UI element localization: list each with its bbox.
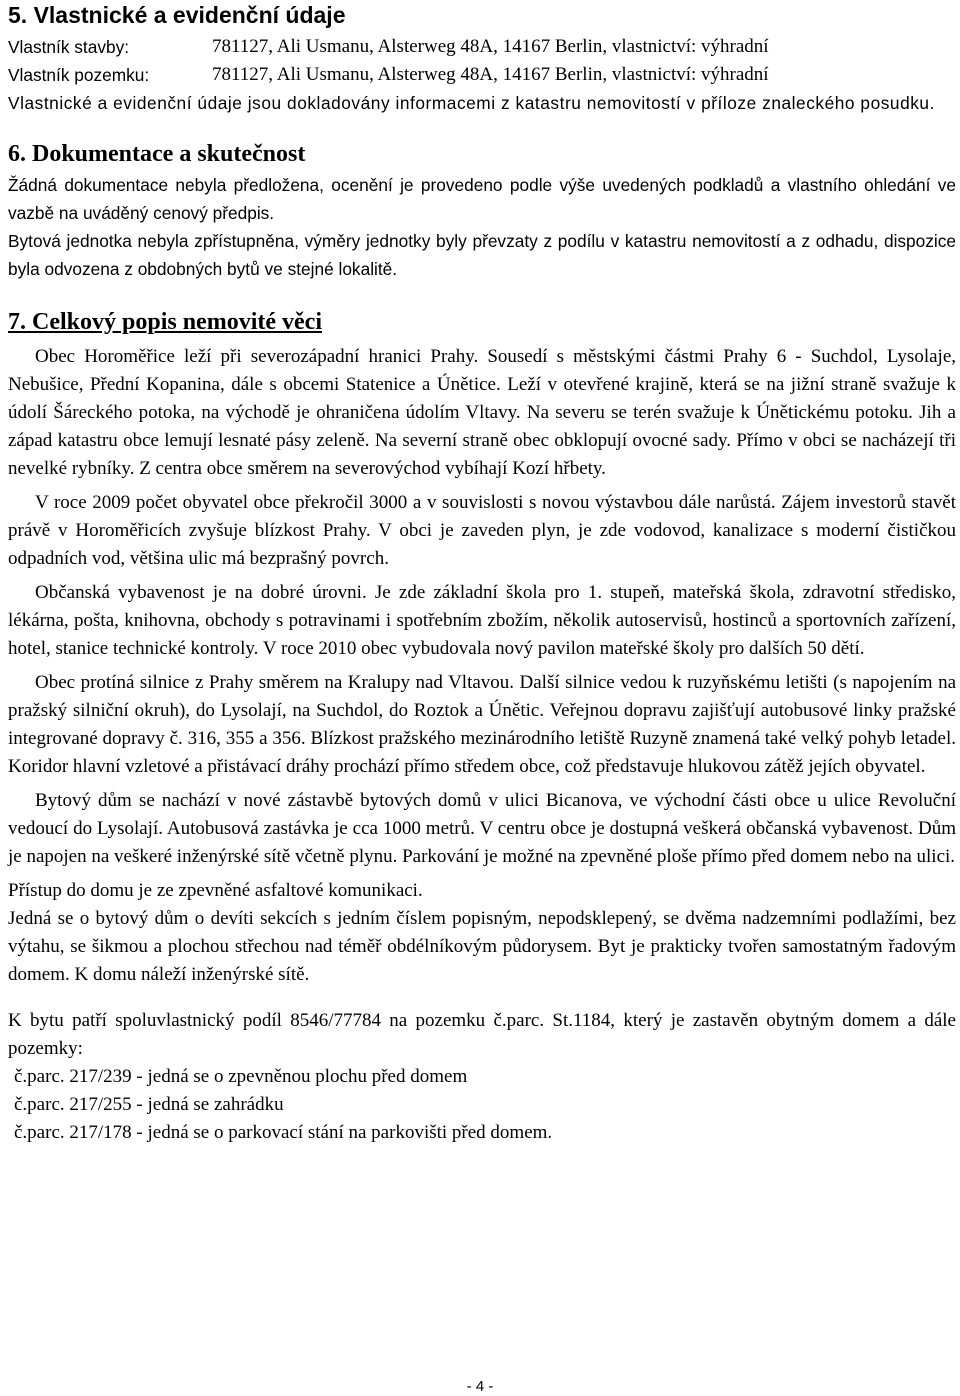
description-paragraph: Přístup do domu je ze zpevněné asfaltové komunikaci. (8, 880, 423, 901)
plot-list-item: č.parc. 217/178 - jedná se o parkovací stání na parkovišti před domem. (14, 1122, 553, 1143)
description-paragraph: Občanská vybavenost je na dobré úrovni. Je zde základní škola pro 1. stupeň, mateřská škola, zdravotní středisko, lékárna, pošta, knihovna, obchody s potravinami i spotřebním zbožím, několik autoservisů, hostinců a sportovních zařízení, hotel, stanice technické kontroly. V roce 2010 obec vybudovala nový pavilon mateřské školy pro dalších 50 dětí. (8, 582, 956, 659)
ownership-block (8, 33, 956, 117)
section-6-paragraph: Žádná dokumentace nebyla předložena, ocenění je provedeno podle výše uvedených podkladů a vlastního ohledání ve vazbě na uváděný cenový předpis. (8, 175, 956, 223)
owner-land-value: 781127, Ali Usmanu, Alsterweg 48A, 14167 Berlin, vlastnictví: výhradní (212, 64, 769, 85)
description-paragraph: K bytu patří spoluvlastnický podíl 8546/77784 na pozemku č.parc. St.1184, který je zastavěn obytným domem a dále pozemky: (8, 1010, 956, 1059)
owner-land-row (8, 61, 956, 89)
description-paragraph: Obec protíná silnice z Prahy směrem na Kralupy nad Vltavou. Další silnice vedou k ruzyňskému letišti (s napojením na pražský silniční okruh), do Lysolají, na Suchdol, do Roztok a Únětic. Veřejnou dopravu zajišťují autobusové linky pražské integrované dopravy č. 316, 355 a 356. Blízkost pražského mezinárodního letiště Ruzyně znamená také velký pohyb letadel. Koridor hlavní vzletové a přistávací dráhy prochází přímo středem obce, což představuje hlukovou zátěž jejích obyvatel. (8, 672, 956, 777)
description-paragraph: Obec Horoměřice leží při severozápadní hranici Prahy. Sousedí s městskými částmi Prahy 6 - Suchdol, Lysolaje, Nebušice, Přední Kopanina, dále s obcemi Statenice a Únětice. Leží v otevřené krajině, která se na jižní straně svažuje k údolí Šáreckého potoka, na východě je ohraničena údolím Vltavy. Na severu se terén svažuje k Únětickému potoku. Jih a západ katastru obce lemují lesnaté pásy zeleně. Na severní straně obec obklopují ovocné sady. Přímo v obci se nacházejí tři nevelké rybníky. Z centra obce směrem na severovýchod vybíhají Kozí hřbety. (8, 346, 956, 479)
document-page (8, 0, 956, 1147)
owner-building-value: 781127, Ali Usmanu, Alsterweg 48A, 14167 Berlin, vlastnictví: výhradní (212, 36, 769, 57)
section-6-paragraph: Bytová jednotka nebyla zpřístupněna, výměry jednotky byly převzaty z podílu v katastru nemovitostí a z odhadu, dispozice byla odvozena z obdobných bytů ve stejné lokalitě. (8, 231, 956, 279)
section-7-body (8, 343, 956, 1147)
owner-land-label: Vlastník pozemku: (8, 65, 150, 85)
plot-list-item: č.parc. 217/255 - jedná se zahrádku (14, 1094, 284, 1115)
description-paragraph: Bytový dům se nachází v nové zástavbě bytových domů v ulici Bicanova, ve východní části obce u ulice Revoluční vedoucí do Lysolají. Autobusová zastávka je cca 1000 metrů. V centru obce je dostupná veškerá občanská vybavenost. Dům je napojen na veškeré inženýrské sítě včetně plynu. Parkování je možné na zpevněné ploše přímo před domem nebo na ulici. (8, 790, 956, 867)
page-number: - 4 - (466, 1378, 494, 1395)
section-5-heading: 5. Vlastnické a evidenční údaje (8, 2, 346, 28)
section-7-heading: 7. Celkový popis nemovité věci (8, 309, 322, 335)
section-6-heading: 6. Dokumentace a skutečnost (8, 141, 306, 167)
ownership-note: Vlastnické a evidenční údaje jsou dokladovány informacemi z katastru nemovitostí v příloze znaleckého posudku. (8, 93, 935, 113)
owner-building-row (8, 33, 956, 61)
section-6-body (8, 171, 956, 283)
description-paragraph: V roce 2009 počet obyvatel obce překročil 3000 a v souvislosti s novou výstavbou dále narůstá. Zájem investorů stavět právě v Horoměřicích zvyšuje blízkost Prahy. V obci je zaveden plyn, je zde vodovod, kanalizace s moderní čističkou odpadních vod, většina ulic má bezprašný povrch. (8, 492, 956, 569)
owner-building-label: Vlastník stavby: (8, 37, 130, 57)
plot-list-item: č.parc. 217/239 - jedná se o zpevněnou plochu před domem (14, 1066, 468, 1087)
description-paragraph: Jedná se o bytový dům o devíti sekcích s jedním číslem popisným, nepodsklepený, se dvěma nadzemními podlažími, bez výtahu, se šikmou a plochou střechou nad téměř obdélníkovým půdorysem. Byt je prakticky tvořen samostatným řadovým domem. K domu náleží inženýrské sítě. (8, 908, 956, 985)
plot-list (8, 1063, 956, 1147)
